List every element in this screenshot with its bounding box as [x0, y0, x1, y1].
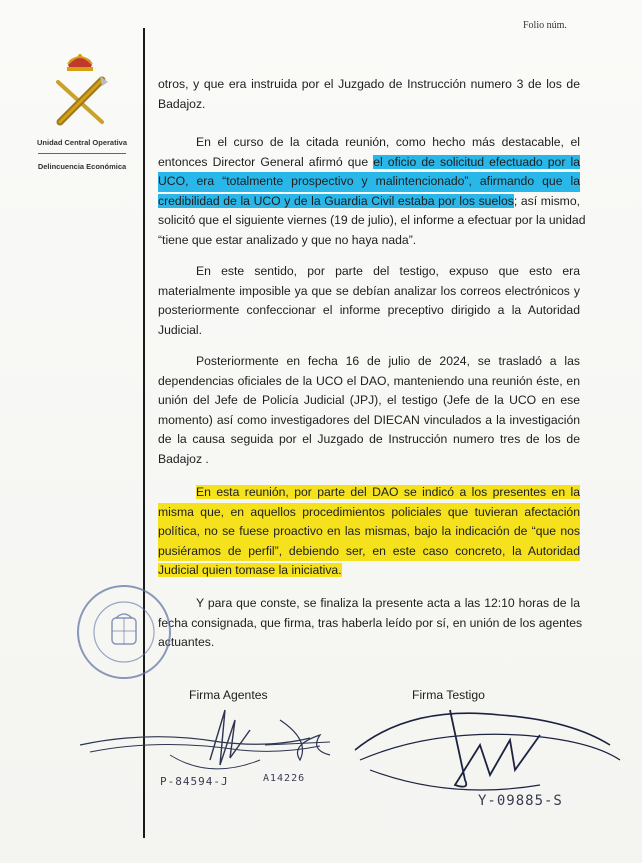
paragraph-5	[158, 483, 580, 581]
text-line: otros, y que era instruida por el Juzgado de Instrucción numero 3 de los de	[158, 77, 580, 91]
text-line: materialmente imposible ya que se debían analizar los correos electrónicos y	[158, 283, 580, 298]
text-line: Badajoz.	[158, 96, 206, 111]
unit-name: Unidad Central Operativa	[36, 138, 128, 147]
agent2-id: A14226	[263, 773, 306, 784]
paragraph-6	[158, 594, 583, 653]
highlighted-text-yellow: En esta reunión, por parte del DAO se indicó a los presentes en la	[196, 485, 580, 499]
guardia-civil-emblem-icon	[48, 52, 112, 132]
paragraph-3	[158, 262, 580, 340]
text-line: fecha consignada, que firma, tras haberla leído por sí, en unión de los agentes	[158, 615, 583, 630]
text-line	[158, 153, 580, 173]
agents-signature-label: Firma Agentes	[189, 688, 268, 702]
highlighted-line	[158, 561, 580, 581]
text-line: de la causa seguida por el Juzgado de Instrucción numero tres de los de	[158, 432, 580, 447]
text-line: Judicial.	[158, 322, 203, 337]
text-line: momento) así como investigadores del DIECAN vinculados a la investigación	[158, 412, 580, 427]
witness-id: Y-09885-S	[478, 793, 563, 809]
text-line: En el curso de la citada reunión, como hecho más destacable, el	[196, 135, 580, 149]
text-line: Badajoz .	[158, 451, 209, 466]
text-span: entonces Director General afirmó que	[158, 154, 374, 169]
text-line: dependencias oficiales de la UCO el DAO, manteniendo una reunión éste, en	[158, 373, 580, 388]
unit-divider	[38, 153, 126, 154]
text-line: Posteriormente en fecha 16 de julio de 2024, se trasladó a las	[196, 354, 580, 368]
highlighted-text-yellow: misma que, en aquellos procedimientos policiales que tuvieran afectación	[158, 503, 580, 523]
highlighted-text-blue: UCO, era “totalmente prospectivo y malintencionado”, afirmando que la	[158, 172, 580, 192]
highlighted-text-yellow: Judicial quien tomase la iniciativa.	[158, 563, 342, 578]
text-line: Y para que conste, se finaliza la presente acta a las 12:10 horas de la	[196, 596, 580, 610]
highlighted-text-blue: el oficio de solicitud efectuado por la	[373, 154, 580, 169]
paragraph-1	[158, 75, 580, 114]
official-stamp-icon	[74, 582, 174, 682]
highlighted-line	[158, 483, 580, 503]
text-line: posteriormente confeccionar el informe preceptivo dirigido a la Autoridad	[158, 303, 580, 318]
text-line: “tiene que estar analizado y que no haya nada”.	[158, 232, 417, 247]
highlighted-text-yellow: política, no se fuese proactivo en las mismas, bajo la indicación de “que nos	[158, 522, 580, 542]
text-line: solicitó que el siguiente viernes (19 de julio), el informe a efectuar por la unidad	[158, 213, 586, 228]
paragraph-2	[158, 133, 586, 251]
folio-number: Folio núm.	[523, 20, 567, 31]
witness-signature-label: Firma Testigo	[412, 688, 485, 702]
unit-department: Delincuencia Económica	[37, 162, 127, 171]
highlighted-text-yellow: pusiéramos de perfil”, debiendo ser, en este caso concreto, la Autoridad	[158, 542, 580, 562]
text-line: unión del Jefe de Policía Judicial (JPJ), el testigo (Jefe de la UCO en ese	[158, 393, 580, 408]
agent1-id: P-84594-J	[160, 775, 229, 788]
highlighted-text-blue: credibilidad de la UCO y de la Guardia Civil estaba por los suelos	[158, 193, 514, 208]
text-span: ; así mismo,	[513, 193, 580, 208]
paragraph-4	[158, 352, 580, 470]
text-line	[158, 192, 580, 212]
text-line: actuantes.	[158, 635, 215, 650]
text-line: En este sentido, por parte del testigo, expuso que esto era	[196, 264, 580, 278]
